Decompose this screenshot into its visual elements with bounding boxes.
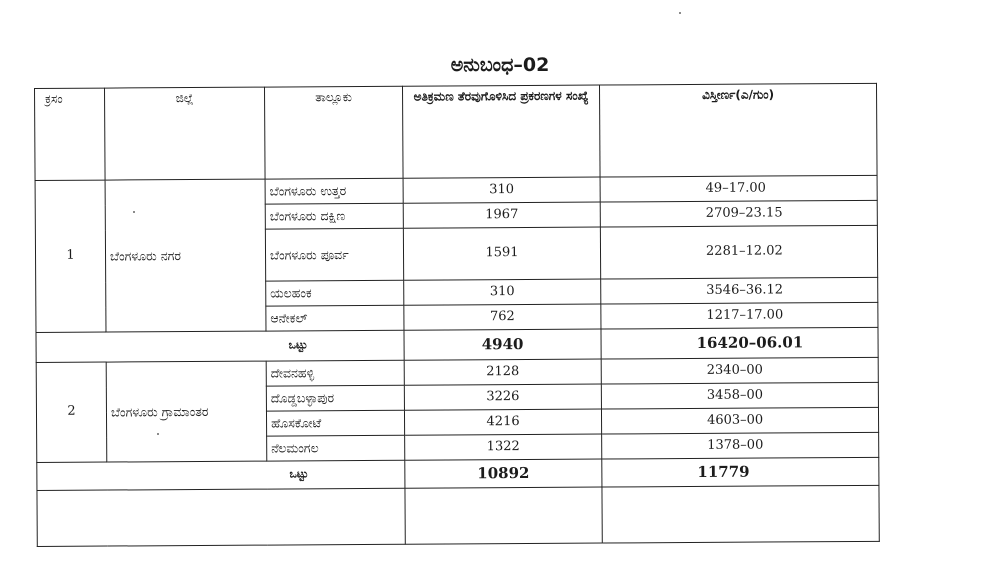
cases-cell: 1591 <box>403 227 600 280</box>
scan-speck <box>157 433 159 435</box>
empty-cell <box>602 485 879 543</box>
taluk-cell: ಬೆಂಗಳೂರು ಉತ್ತರ <box>265 178 403 204</box>
header-area: ವಿಸ್ತೀರ್ಣ(ಎ/ಗುಂ) <box>599 83 877 177</box>
header-row <box>35 83 878 180</box>
empty-cell <box>405 487 602 544</box>
cases-cell: 762 <box>404 304 601 330</box>
total-label: ಒಟ್ಟು <box>36 330 404 362</box>
taluk-cell: ಯಲಹಂಕ <box>266 280 404 306</box>
serial-cell: 1 <box>35 180 106 332</box>
cases-cell: 310 <box>403 177 600 203</box>
taluk-cell: ಆನೇಕಲ್ <box>266 305 404 331</box>
header-district: ಜಿಲ್ಲೆ <box>105 87 266 180</box>
page-title: ಅನುಬಂಧ–02 <box>450 54 550 76</box>
header-taluk: ತಾಲ್ಲೂಕು <box>264 86 403 179</box>
area-cell: 2281–12.02 <box>600 225 877 279</box>
area-cell: 1217–17.00 <box>601 302 878 329</box>
cases-cell: 2128 <box>404 359 601 385</box>
total-cases: 4940 <box>404 329 601 360</box>
taluk-cell: ದೇವನಹಳ್ಳಿ <box>266 360 404 386</box>
district-cell: ಬೆಂಗಳೂರು ನಗರ <box>105 179 266 332</box>
scan-speck <box>679 12 681 14</box>
area-cell: 2340–00 <box>601 357 878 384</box>
taluk-cell: ಬೆಂಗಳೂರು ದಕ್ಷಿಣ <box>265 203 403 229</box>
area-cell: 3458–00 <box>601 382 878 409</box>
taluk-cell: ದೊಡ್ಡಬಳ್ಳಾಪುರ <box>266 385 404 411</box>
taluk-cell: ಬೆಂಗಳೂರು ಪೂರ್ವ <box>265 228 403 281</box>
district-cell: ಬೆಂಗಳೂರು ಗ್ರಾಮಾಂತರ <box>106 361 267 462</box>
cases-cell: 1967 <box>403 202 600 228</box>
total-cases: 10892 <box>405 459 602 488</box>
total-area: 16420–06.01 <box>601 327 878 359</box>
empty-row <box>37 485 879 546</box>
area-cell: 4603–00 <box>601 407 878 434</box>
cases-cell: 1322 <box>405 434 602 460</box>
scan-speck <box>133 211 135 213</box>
header-cases: ಅತಿಕ್ರಮಣ ತೆರವುಗೊಳಿಸಿದ ಪ್ರಕರಣಗಳ ಸಂಖ್ಯೆ <box>402 85 600 178</box>
cases-cell: 4216 <box>404 409 601 435</box>
header-serial: ಕ್ರಸಂ <box>35 88 106 180</box>
area-cell: 49–17.00 <box>600 175 877 202</box>
area-cell: 1378–00 <box>602 432 879 459</box>
cases-cell: 3226 <box>404 384 601 410</box>
taluk-cell: ಹೊಸಕೋಟೆ <box>266 410 404 436</box>
area-cell: 2709–23.15 <box>600 200 877 227</box>
taluk-cell: ನೆಲಮಂಗಲ <box>267 435 405 461</box>
serial-cell: 2 <box>36 362 107 462</box>
area-cell: 3546–36.12 <box>601 277 878 304</box>
cases-cell: 310 <box>404 279 601 305</box>
annexure-table <box>34 83 880 547</box>
annexure-table-wrapper <box>34 83 879 547</box>
empty-cell <box>37 488 405 546</box>
total-label: ಒಟ್ಟು <box>37 460 405 490</box>
total-area: 11779 <box>602 457 879 487</box>
